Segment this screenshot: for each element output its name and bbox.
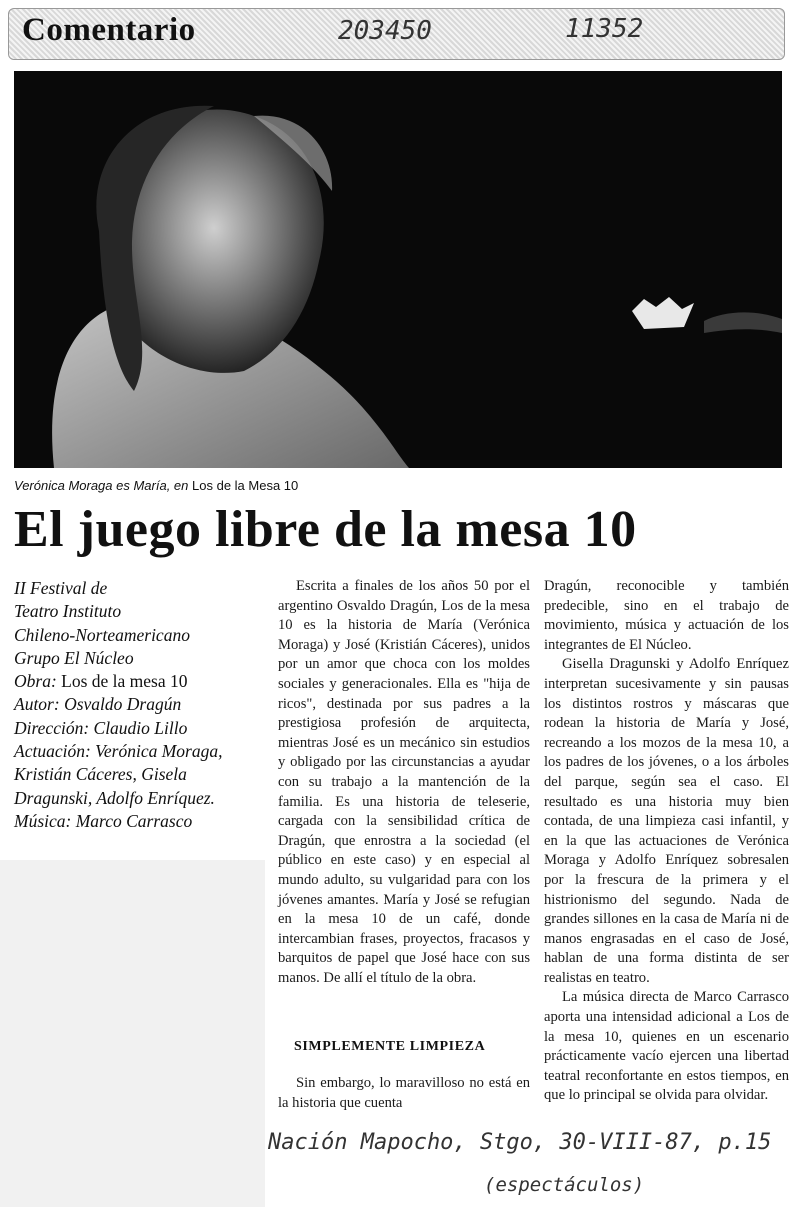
credit-line: Actuación: Verónica Moraga, <box>14 741 223 762</box>
credit-line: Chileno-Norteamericano <box>14 624 190 645</box>
article-photo <box>14 71 782 468</box>
credit-line: II Festival de <box>14 578 108 598</box>
photo-caption <box>14 478 298 493</box>
credit-line: Dirección: Claudio Lillo <box>14 717 188 738</box>
headline: El juego libre de la mesa 10 <box>14 501 637 558</box>
handwritten-section: (espectáculos) <box>484 1174 645 1196</box>
photo-illustration <box>14 71 782 468</box>
credit-line: Grupo El Núcleo <box>14 647 134 668</box>
article-paragraph: Sin embargo, lo maravilloso no está en la historia que cuenta <box>278 1075 530 1111</box>
credit-line: Teatro Instituto <box>14 601 122 622</box>
section-label: Comentario <box>22 12 196 48</box>
handwritten-code: 11352 <box>565 14 644 44</box>
background-block <box>0 860 265 1207</box>
article-paragraph: La música directa de Marco Carrasco aporta una intensidad adicional a Los de la mesa 10, quienes en un escenario prácticamente vacío ejercen una libertad teatral reconfortante en estos tiempos, en que lo principal se olvida para olvidar. <box>544 989 789 1104</box>
credit-line: Kristián Cáceres, Gisela <box>14 764 187 785</box>
handwritten-id: 203450 <box>338 16 432 46</box>
subheading: SIMPLEMENTE LIMPIEZA <box>294 1039 486 1054</box>
credits-box <box>14 577 264 833</box>
article-paragraph: Escrita a finales de los años 50 por el argentino Osvaldo Dragún, Los de la mesa 10 es la historia de María (Verónica Moraga) y José (Kristián Cáceres), unidos por un amor que choca con los moldes sociales y generacionales. Ella es "hija de ricos", destinada por sus padres a la prestigiosa profesión de arquitecta, mientras José es un mecánico sin estudios y obligado por las circunstancias a ayudar con su trabajo a la mantención de la familia. Es una historia de teleserie, cargada con la sensibilidad crítica de Dragún, que enrostra a la sociedad (el público en este caso) y en especial al mundo adulto, su vulgaridad para con los jóvenes amantes. María y José se refugian en la mesa 10 de un café, donde intercambian frases, proyectos, fracasos y barquitos de papel que José hace con sus manos. De allí el título de la obra. <box>278 578 530 986</box>
article-column-2 <box>544 577 789 1106</box>
credit-line: Música: Marco Carrasco <box>14 810 193 831</box>
handwritten-source: Nación Mapocho, Stgo, 30-VIII-87, p.15 <box>268 1130 772 1155</box>
article-column-1 <box>278 577 530 988</box>
credit-line: Obra: Los de la mesa 10 <box>14 671 188 692</box>
caption-plain: Los de la Mesa 10 <box>192 478 299 493</box>
credit-line: Autor: Osvaldo Dragún <box>14 694 182 715</box>
caption-italic: Verónica Moraga es María, en <box>14 478 189 493</box>
article-paragraph: Dragún, reconocible y también predecible, sino en el trabajo de movimiento, música y actuación de los integrantes de El Núcleo. <box>544 578 789 653</box>
credit-line: Dragunski, Adolfo Enríquez. <box>14 787 215 808</box>
article-paragraph: Gisella Dragunski y Adolfo Enríquez interpretan sucesivamente y sin pausas los distintos rostros y máscaras que rodean la historia de María y José, recreando a los mozos de la mesa 10, a los padres de los jóvenes, o a los árboles del parque, según sea el caso. El resultado es una historia muy bien contada, de una limpieza casi infantil, y en la que las actuaciones de Verónica Moraga y Adolfo Enríquez sobresalen por la frescura de la primera y el histrionismo del segundo. Nada de grandes sillones en la casa de María ni de manos engrasadas en el caso de José, hablan de una forma distinta de ser realistas en teatro. <box>544 656 789 986</box>
article-column-1-continued <box>278 1074 530 1113</box>
